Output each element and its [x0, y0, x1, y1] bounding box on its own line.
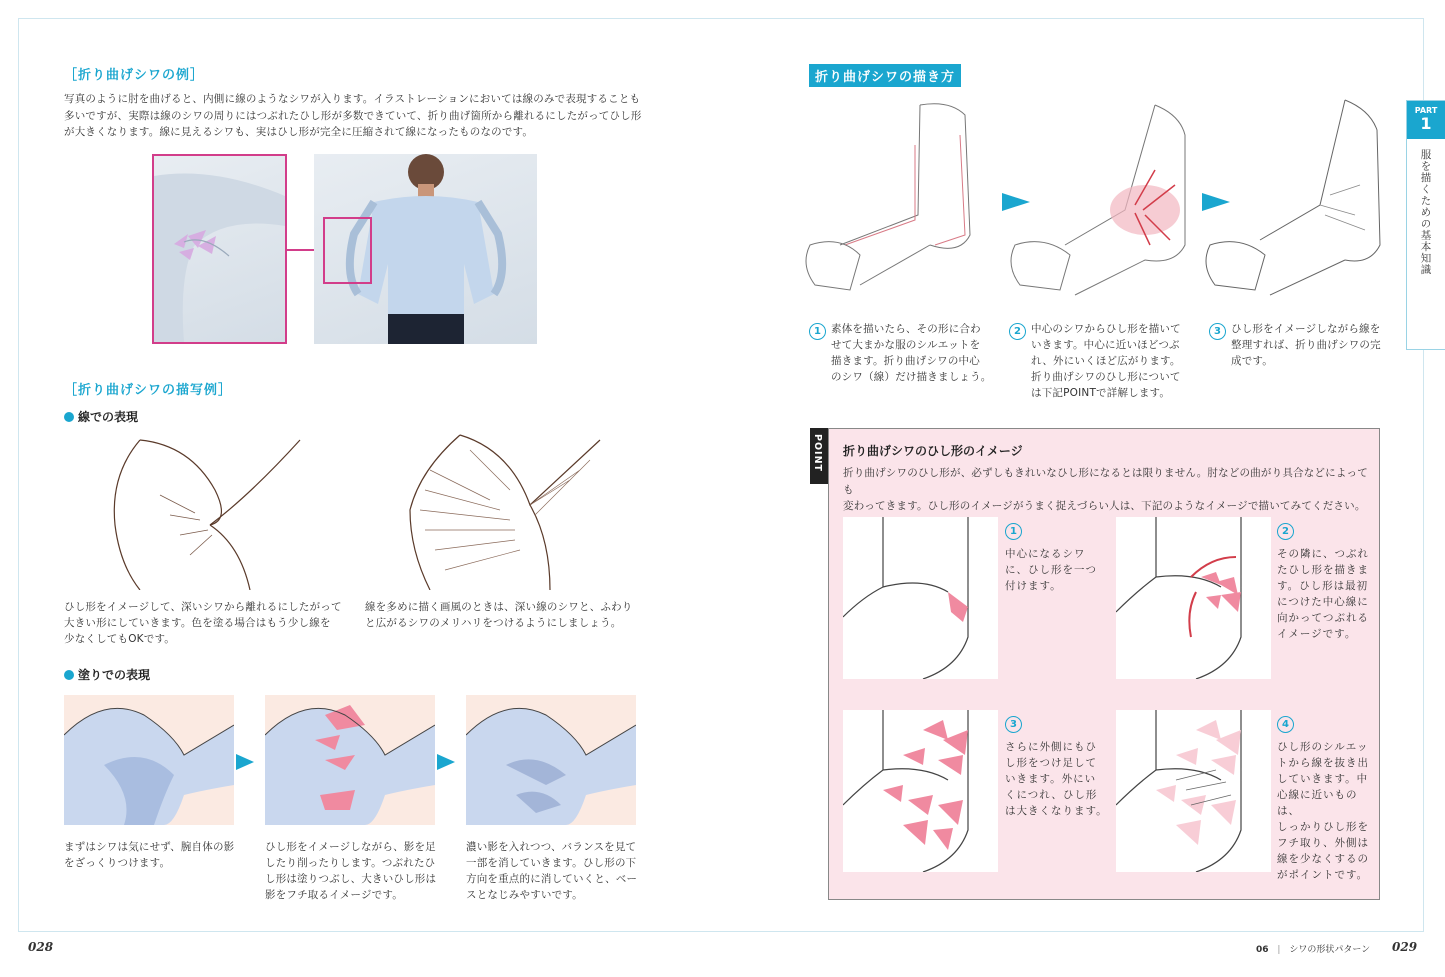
man-shirt-photo	[314, 154, 537, 344]
line-drawing-detailed	[400, 430, 605, 590]
point-number: 1	[1005, 523, 1022, 540]
point-panel-3	[843, 710, 998, 872]
point-box	[828, 428, 1380, 900]
arrow-right-icon	[437, 754, 455, 770]
arrow-right-icon	[236, 754, 254, 770]
paint-step-3	[466, 695, 636, 825]
howto-title: 折り曲げシワの描き方	[809, 64, 961, 87]
point-tab: POINT	[810, 428, 828, 484]
part-side-label: 服を描くための基本知識	[1419, 149, 1432, 276]
example-title: ［折り曲げシワの例］	[64, 68, 205, 83]
example-text: 写真のように肘を曲げると、内側に線のようなシワが入ります。イラストレーションにおいては線のみで表現することも 多いですが、実際は線のシワの周りにはつぶれたひし形が多数できていて、折り曲げ箇所から離れるにしたがってひし形 が大きくなります。線に見えるシワも、実はひし形が完全に圧縮されて線になったものなのです。	[64, 93, 642, 138]
depiction-title: ［折り曲げシワの描写例］	[64, 383, 233, 398]
part-tab-head: PART 1	[1407, 101, 1445, 139]
step-number: 1	[809, 323, 826, 340]
page-number-left: 028	[28, 940, 54, 954]
line-drawing-simple	[100, 435, 310, 590]
bullet-dot	[64, 412, 74, 422]
elbow-closeup-illustration	[154, 156, 285, 342]
line-caption-2: 線を多めに描く画風のときは、深い線のシワと、ふわり と広がるシワのメリハリをつけるようにしましょう。	[365, 601, 633, 629]
arm-sketch-2	[1005, 95, 1195, 305]
step-number: 2	[1009, 323, 1026, 340]
arm-sketch-1	[800, 95, 980, 305]
point-item-3: 3 さらに外側にもひ し形をつけ足して いきます。外にい くにつれ、ひし形 は大きくなります。	[1005, 712, 1108, 819]
point-panel-4	[1116, 710, 1271, 872]
point-item-2: 2 その隣に、つぶれ たひし形を描きま す。ひし形は最初 につけた中心線に 向かってつぶれる イメージです。	[1277, 519, 1369, 642]
paint-caption-2: ひし形をイメージしながら、影を足 したり削ったりします。つぶれたひ し形は塗りつぶし、大きいひし形は 影をフチ取るイメージです。	[265, 841, 437, 901]
footer-section: 06 | シワの形状パターン	[1256, 945, 1371, 955]
part-tab	[1406, 100, 1445, 350]
point-title: 折り曲げシワのひし形のイメージ	[843, 444, 1023, 458]
point-number: 2	[1277, 523, 1294, 540]
point-text: 折り曲げシワのひし形が、必ずしもきれいなひし形になるとは限りません。肘などの曲がり具合などによっても 変わってきます。ひし形のイメージがうまく捉えづらい人は、下記のようなイメージで描いてみてください。	[843, 467, 1368, 512]
paint-caption-1: まずはシワは気にせず、腕自体の影 をざっくりつけます。	[64, 841, 235, 869]
point-number: 4	[1277, 716, 1294, 733]
step-number: 3	[1209, 323, 1226, 340]
paint-caption-3: 濃い影を入れつつ、バランスを見て 一部を消していきます。ひし形の下 方向を重点的に消していくと、ベー スとなじみやすいです。	[466, 841, 638, 901]
line-heading: 線での表現	[64, 408, 138, 425]
elbow-closeup-photo	[152, 154, 287, 344]
point-panel-1	[843, 517, 998, 679]
point-panel-2	[1116, 517, 1271, 679]
arm-sketch-3	[1205, 95, 1385, 305]
point-item-1: 1 中心になるシワ に、ひし形を一つ 付けます。	[1005, 519, 1097, 594]
paint-heading: 塗りでの表現	[64, 666, 150, 683]
point-number: 3	[1005, 716, 1022, 733]
bullet-dot	[64, 670, 74, 680]
page-number-right: 029	[1392, 940, 1418, 954]
paint-step-1	[64, 695, 234, 825]
paint-step-2	[265, 695, 435, 825]
highlight-box	[323, 217, 372, 284]
point-item-4: 4 ひし形のシルエッ トから線を抜き出 していきます。中 心線に近いものは、 しっかりひし形を フチ取り、外側は 線を少なくするの がポイントです。	[1277, 712, 1379, 883]
line-caption-1: ひし形をイメージして、深いシワから離れるにしたがって 大きい形にしていきます。色を塗る場合はもう少し線を 少なくしてもOKです。	[64, 601, 342, 645]
